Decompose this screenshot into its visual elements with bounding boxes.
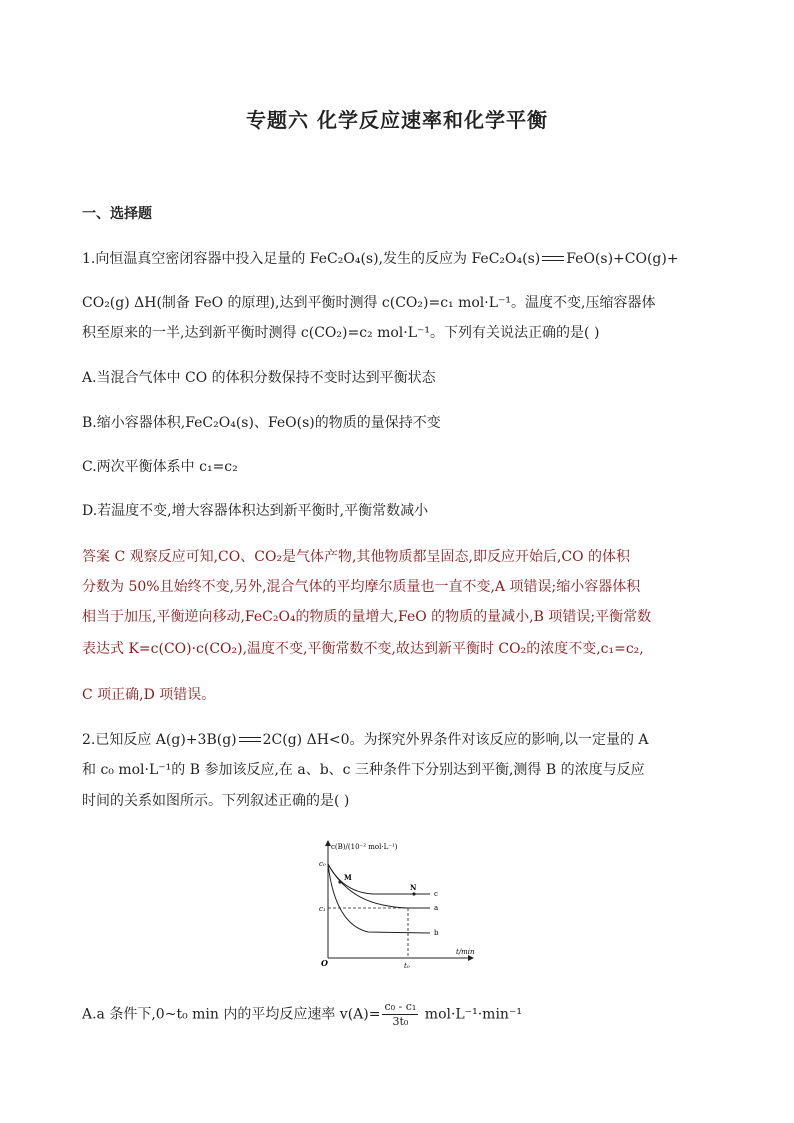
- c0-label: c₀: [319, 860, 326, 868]
- section-heading: 一、选择题: [82, 206, 152, 222]
- point-m-label: M: [344, 873, 352, 882]
- point-m: [338, 880, 341, 883]
- y-axis-label: c(B)/(10⁻² mol·L⁻¹): [331, 843, 398, 851]
- q1-line-1-text: 1.向恒温真空密闭容器中投入足量的 FeC₂O₄(s),发生的反应为 FeC₂O₄(s): [82, 251, 541, 267]
- point-n-label: N: [410, 883, 417, 892]
- answer-1-line-5: C 项正确,D 项错误。: [82, 687, 216, 703]
- curve-b-label: b: [434, 929, 439, 937]
- q1-line-2: [82, 292, 656, 312]
- curve-a-label: a: [434, 904, 439, 912]
- q1-line-3: 积至原来的一半,达到新平衡时测得 c(CO₂)=c₂ mol·L⁻¹。下列有关说法正确的是( ): [82, 325, 600, 341]
- point-n: [412, 892, 415, 895]
- page-title: 专题六 化学反应速率和化学平衡: [246, 108, 548, 132]
- x-axis-label: t/min: [456, 948, 475, 956]
- q1-option-b: B.缩小容器体积,FeC₂O₄(s)、FeO(s)的物质的量保持不变: [82, 415, 441, 431]
- answer-1-line-3: 相当于加压,平衡逆向移动,FeC₂O₄的物质的量增大,FeO 的物质的量减小,B 项错误;平衡常数: [82, 609, 652, 625]
- answer-1-line-1: 答案 C 观察反应可知,CO、CO₂是气体产物,其他物质都呈固态,即反应开始后,CO 的体积: [82, 549, 631, 565]
- q1-option-a: A.当混合气体中 CO 的体积分数保持不变时达到平衡状态: [82, 370, 436, 386]
- q1-line-1: [82, 248, 679, 268]
- rate-fraction: [382, 1000, 418, 1029]
- c1-label: c₁: [319, 905, 326, 913]
- q2-line-1-text: 2.已知反应 A(g)+3B(g): [82, 732, 237, 748]
- q1-line-1-products: FeO(s)+CO(g)+: [566, 251, 679, 267]
- fraction-numerator: c₀ - c₁: [384, 1000, 417, 1013]
- origin-label: O: [321, 958, 328, 968]
- q2-line-2: 和 c₀ mol·L⁻¹的 B 参加该反应,在 a、b、c 三种条件下分别达到平衡,测得 B 的浓度与反应: [82, 762, 645, 778]
- answer-1-line-2: 分数为 50%且始终不变,另外,混合气体的平均摩尔质量也一直不变,A 项错误;缩小容器体积: [82, 579, 641, 595]
- answer-1-line-4: 表达式 K=c(CO)·c(CO₂),温度不变,平衡常数不变,故达到新平衡时 CO₂的浓度不变,c₁=c₂,: [82, 641, 644, 657]
- q2-line-1: [82, 729, 649, 749]
- curve-c-label: c: [434, 890, 438, 898]
- equilibrium-arrow-icon: [239, 736, 261, 744]
- q1-line-2-text: CO₂(g) ΔH(制备 FeO 的原理),达到平衡时测得: [82, 295, 382, 311]
- q1-option-d: D.若温度不变,增大容器体积达到新平衡时,平衡常数减小: [82, 503, 429, 519]
- q1-option-c: C.两次平衡体系中 c₁=c₂: [82, 459, 238, 475]
- concentration-time-graph: [318, 838, 478, 970]
- q2-option-a-unit: mol·L⁻¹·min⁻¹: [420, 1006, 522, 1023]
- equilibrium-arrow-icon: [542, 255, 564, 263]
- q2-line-1-tail: 2C(g) ΔH<0。为探究外界条件对该反应的影响,以一定量的 A: [262, 732, 649, 748]
- q2-line-3: 时间的关系如图所示。下列叙述正确的是( ): [82, 793, 350, 809]
- q1-line-2-tail: c(CO₂)=c₁ mol·L⁻¹。温度不变,压缩容器体: [381, 295, 656, 311]
- t0-label: t₀: [404, 962, 410, 970]
- q2-option-a-text: A.a 条件下,0~t₀ min 内的平均反应速率 v(A)=: [82, 1006, 381, 1023]
- q2-option-a: [82, 1000, 522, 1029]
- fraction-denominator: 3t₀: [392, 1015, 409, 1028]
